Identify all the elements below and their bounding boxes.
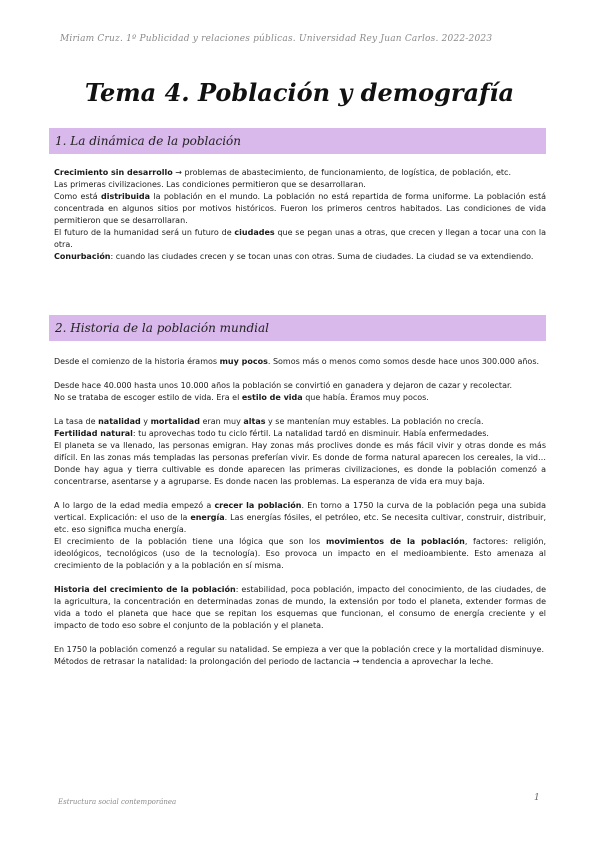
- paragraph: Desde hace 40.000 hasta unos 10.000 años la población se convirtió en ganadera y dejaron de cazar y recolectar.: [54, 381, 513, 390]
- paragraph: Las primeras civilizaciones. Las condiciones permitieron que se desarrollaran.: [54, 180, 366, 189]
- paragraph: Como está distribuida la población en el mundo. La población no está repartida de forma uniforme. La población está concentrada en algunos sitios por motivos históricos. Fueron los primeros centros habitados. Las condiciones de vida permitieron que se desarrollaran.: [54, 192, 546, 225]
- paragraph: El futuro de la humanidad será un futuro de ciudades que se pegan unas a otras, que crecen y llegan a tocar una con la otra.: [54, 228, 546, 249]
- section-heading-2: [49, 315, 546, 341]
- paragraph: Métodos de retrasar la natalidad: la prolongación del periodo de lactancia → tendencia a aprovechar la leche.: [54, 657, 494, 666]
- section-heading-2-label: 2. Historia de la población mundial: [55, 321, 269, 335]
- section-heading-1-label: 1. La dinámica de la población: [55, 134, 242, 148]
- paragraph: A lo largo de la edad media empezó a crecer la población. En torno a 1750 la curva de la población pega una subida vertical. Explicación: el uso de la energía. Las energías fósiles, el petróleo, etc. Se necesita cultivar, construir, distribuir, etc. eso significa mucha energía.: [54, 501, 546, 534]
- paragraph: La tasa de natalidad y mortalidad eran muy altas y se mantenían muy estables. La población no crecía.: [54, 417, 484, 426]
- section-2-body: [54, 356, 546, 668]
- page-title: Tema 4. Población y demografía: [84, 78, 515, 107]
- section-1-body: [54, 167, 546, 263]
- paragraph: Desde el comienzo de la historia éramos muy pocos. Somos más o menos como somos desde hace unos 300.000 años.: [54, 357, 540, 366]
- paragraph: El crecimiento de la población tiene una lógica que son los movimientos de la población, factores: religión, ideológicos, tecnológicos (uso de la tecnología). Eso provoca un impacto en el medioambiente. Esto amenaza al crecimiento de la población y a la población en sí misma.: [54, 537, 546, 570]
- paragraph: Conurbación: cuando las ciudades crecen y se tocan unas con otras. Suma de ciudades. La ciudad se va extendiendo.: [54, 252, 534, 261]
- page-header: Miriam Cruz. 1º Publicidad y relaciones públicas. Universidad Rey Juan Carlos. 2022-2023: [60, 34, 493, 44]
- page-number: 1: [534, 793, 540, 803]
- paragraph: En 1750 la población comenzó a regular su natalidad. Se empieza a ver que la población crece y la mortalidad disminuye.: [54, 645, 544, 654]
- footer-course-name: Estructura social contemporánea: [58, 798, 177, 806]
- paragraph: Historia del crecimiento de la población: estabilidad, poca población, impacto del conocimiento, de las ciudades, de la agricultura, la concentración en determinadas zonas de mundo, la extensión por todo el planeta, extender formas de vida a todo el planeta que hace que se repitan los esquemas que funcionan, el consumo de energía creciente y el impacto de todo eso sobre el conjunto de la población y el planeta.: [54, 585, 546, 630]
- paragraph: El planeta se va llenado, las personas emigran. Hay zonas más proclives donde es más fácil vivir y otras donde es más difícil. En las zonas más templadas las personas preferían vivir. Es donde de forma natural aparecen los cereales, la vid… Donde hay agua y tierra cultivable es donde aparecen las primeras civilizaciones, es donde la población comenzó a concentrarse, asentarse y a agruparse. Es donde nacen las problemas. La esperanza de vida era muy baja.: [54, 441, 546, 486]
- paragraph: Fertilidad natural: tu aprovechas todo tu ciclo fértil. La natalidad tardó en disminuir. Había enfermedades.: [54, 429, 489, 438]
- section-heading-1: [49, 128, 546, 154]
- paragraph: Crecimiento sin desarrollo → problemas de abastecimiento, de funcionamiento, de logística, de población, etc.: [54, 168, 511, 177]
- paragraph: No se trataba de escoger estilo de vida. Era el estilo de vida que había. Éramos muy pocos.: [54, 393, 429, 402]
